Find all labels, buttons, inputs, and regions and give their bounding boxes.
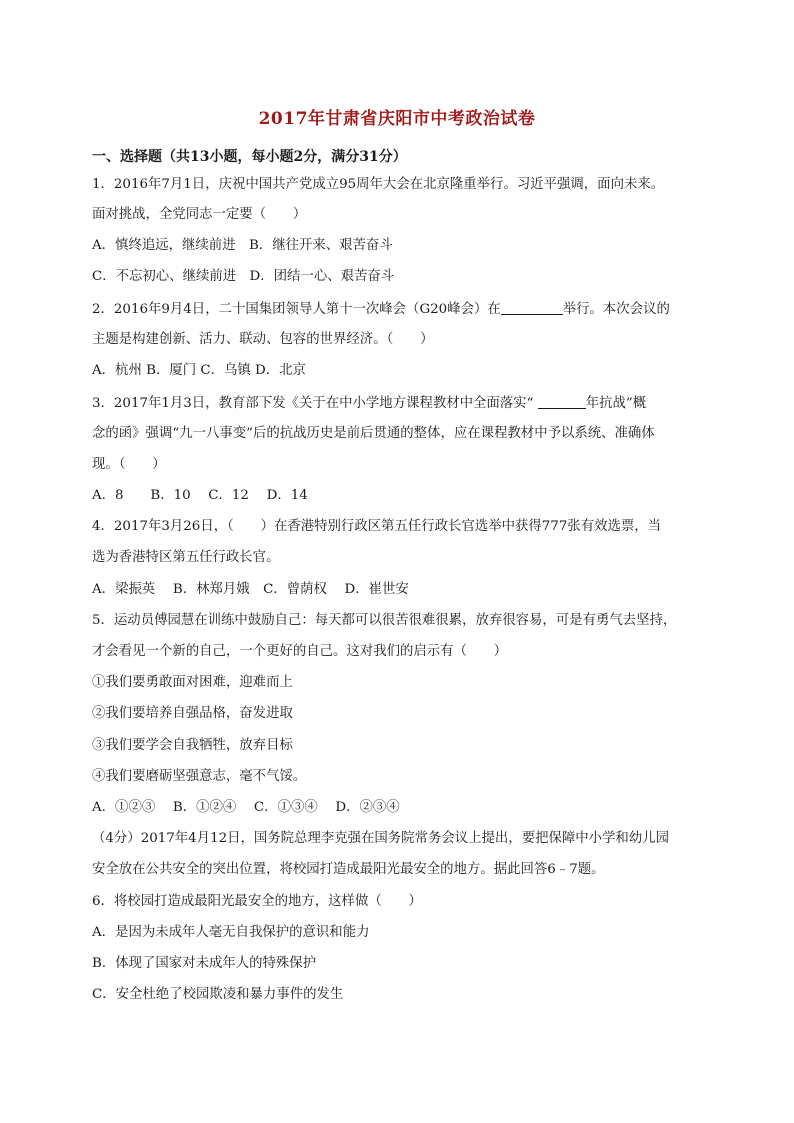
intro-6-7-line-1: （4分）2017年4月12日，国务院总理李克强在国务院常务会议上提出，要把保障中小学和幼儿园 [92,831,669,846]
q6-line-1: 6．将校园打造成最阳光最安全的地方，这样做（ ） [92,894,422,909]
q6-option-c: C．安全杜绝了校园欺凌和暴力事件的发生 [92,987,344,1002]
q2-line-1-start: 2．2016年9月4日，二十国集团领导人第十一次峰会（G20峰会）在 [92,302,501,317]
q6-option-a: A．是因为未成年人毫无自我保护的意识和能力 [92,925,370,940]
answer-blank [501,300,563,315]
q1-options-ab: A．慎终追远，继续前进 B．继往开来、艰苦奋斗 [92,238,393,253]
q1-line-2: 面对挑战，全党同志一定要（ ） [92,207,307,222]
q3-line-3: 现。（ ） [92,457,166,472]
q6-option-b: B．体现了国家对未成年人的特殊保护 [92,956,317,971]
exam-title: 2017年甘肃省庆阳市中考政治试卷 [258,109,536,129]
q5-statement-2: ②我们要培养自强品格，奋发进取 [92,706,293,721]
q3-options: A．8 B．10 C．12 D．14 [92,488,308,503]
q1-line-1: 1．2016年7月1日，庆祝中国共产党成立95周年大会在北京隆重举行。习近平强调，面向未来。 [92,177,665,192]
q5-statement-4: ④我们要磨砺坚强意志，毫不气馁。 [92,769,307,784]
q3-line-1-start: 3．2017年1月3日，教育部下发《关于在中小学地方课程教材中全面落实“ [92,396,538,411]
q2-options: A．杭州 B．厦门 C．乌镇 D．北京 [92,363,306,378]
answer-blank [538,394,586,409]
q5-line-1: 5．运动员傅园慧在训练中鼓励自己：每天都可以很苦很难很累，放弃很容易，可是有勇气去坚持， [92,613,677,628]
q2-line-1-end: 举行。本次会议的 [562,302,670,317]
q3-line-2: 念的函》强调“九一八事变”后的抗战历史是前后贯通的整体，应在课程教材中予以系统、准确体 [92,426,655,441]
q4-line-2: 选为香港特区第五任行政长官。 [92,550,280,565]
q3-line-1 [92,394,646,413]
q2-line-1 [92,300,670,319]
q5-statement-3: ③我们要学会自我牺牲，放弃目标 [92,738,293,753]
section-heading: 一、选择题（共13小题，每小题2分，满分31分） [92,149,407,165]
q5-statement-1: ①我们要勇敢面对困难，迎难而上 [92,675,293,690]
q3-line-1-end: 年抗战”概 [585,396,647,411]
q5-options: A．①②③ B．①②④ C．①③④ D．②③④ [92,800,400,815]
q4-options: A．梁振英 B．林郑月娥 C．曾荫权 D．崔世安 [92,582,409,597]
intro-6-7-line-2: 安全放在公共安全的突出位置，将校园打造成最阳光最安全的地方。据此回答6﹣7题。 [92,862,605,877]
q5-line-2: 才会看见一个新的自己，一个更好的自己。这对我们的启示有（ ） [92,644,508,659]
q2-line-2: 主题是构建创新、活力、联动、包容的世界经济。（ ） [92,332,434,347]
q4-line-1: 4．2017年3月26日，（ ）在香港特别行政区第五任行政长官选举中获得777张有效选票，当 [92,519,662,534]
q1-options-cd: C．不忘初心、继续前进 D．团结一心、艰苦奋斗 [92,269,395,284]
